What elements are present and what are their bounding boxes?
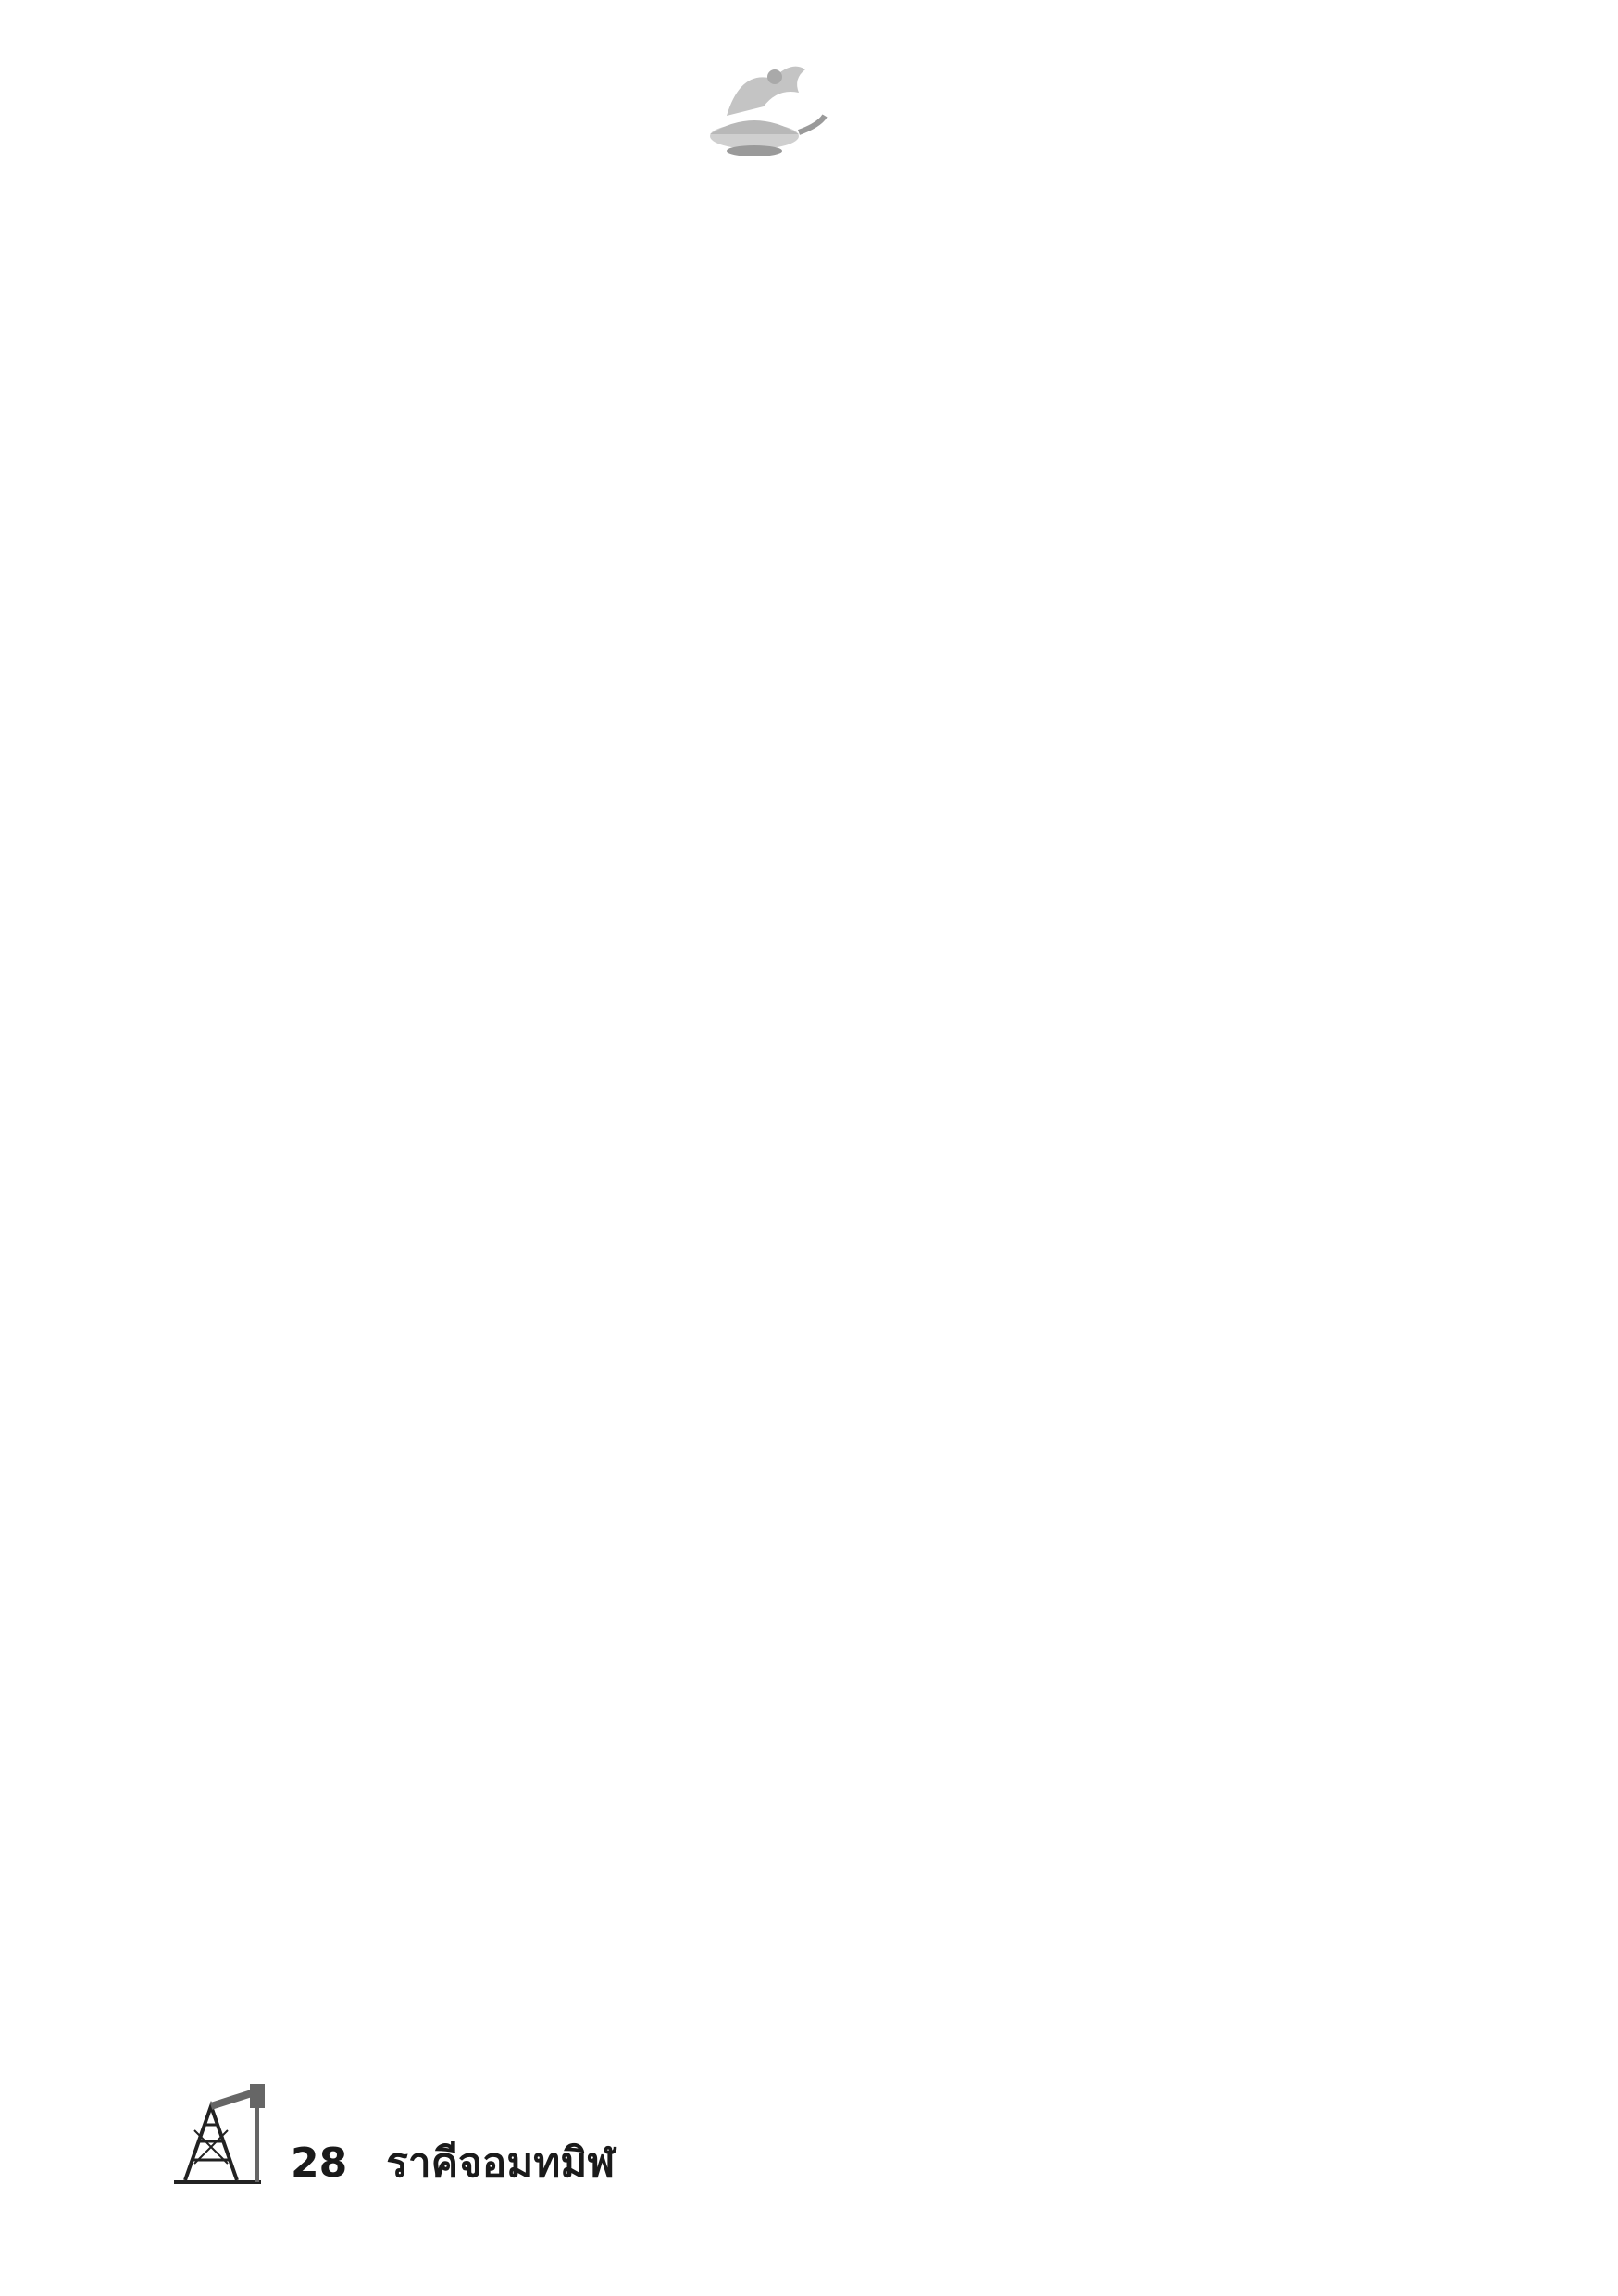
page-body xyxy=(162,213,1458,2065)
oil-pump-jack-icon xyxy=(167,2078,268,2190)
page-number: 28 xyxy=(291,2140,348,2187)
book-title: ราคีจอมทมิฬ xyxy=(386,2140,616,2187)
footer xyxy=(167,2078,615,2190)
genie-lamp-ornament-icon xyxy=(690,51,828,162)
